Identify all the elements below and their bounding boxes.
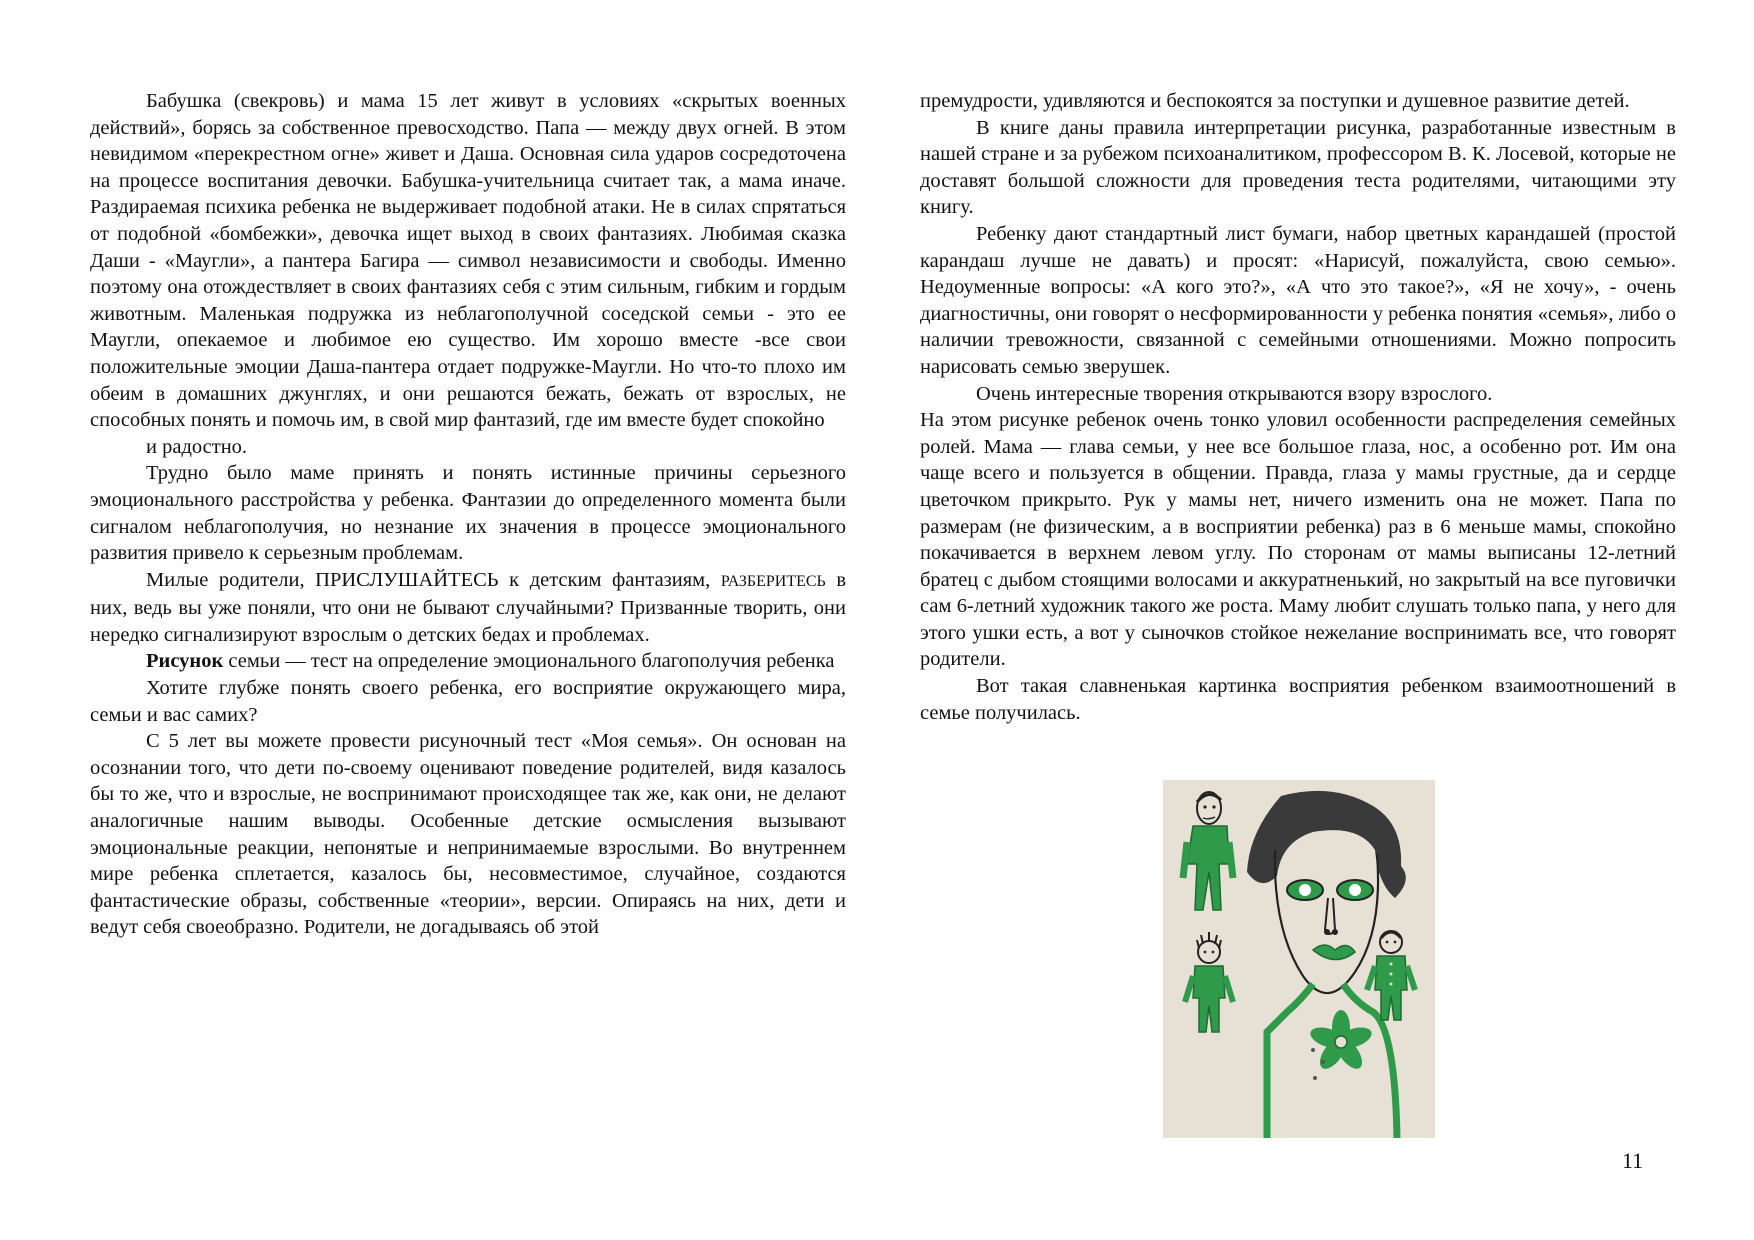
paragraph: В книге даны правила интерпретации рисунка, разработанные известным в нашей стране и за рубежом психоаналитиком, профессором В. К. Лосевой, которые не доставят большой сложности для проведения теста родителями, читающими эту книгу. xyxy=(920,116,1676,219)
paragraph: Ребенку дают стандартный лист бумаги, набор цветных карандашей (простой карандаш лучше не давать) и просят: «Нарисуй, пожалуйста, свою семью». Недоуменные вопросы: «А кого это?», «А что это такое?», «Я не хочу», - очень диагностичны, они говорят о несформированности у ребенка понятия «семья», либо о наличии тревожности, связанной с семейными отношениями. Можно попросить нарисовать семью зверушек. xyxy=(920,222,1676,378)
paragraph: Бабушка (свекровь) и мама 15 лет живут в условиях «скрытых военных действий», борясь за собственное превосходство. Папа — между двух огней. В этом невидимом «перекрестном огне» живет и Даша. Основная сила ударов сосредоточена на процессе воспитания девочки. Бабушка-учительница считает так, а мама иначе. Раздираемая психика ребенка не выдерживает подобной атаки. Не в силах спрятаться от подобной «бомбежки», девочка ищет выход в своих фантазиях. Любимая сказка Даши - «Маугли», а пантера Багира — символ независимости и свободы. Именно поэтому она отождествляет в своих фантазиях себя с этим сильным, гибким и гордым животным. Маленькая подружка из неблагополучной соседской семьи - это ее Маугли, опекаемое и любимое ею существо. Им хорошо вместе -все свои положительные эмоции Даша-пантера отдает подружке-Маугли. Но что-то плохо им обеим в домашних джунглях, и они решаются бежать, бежать от взрослых, не способных понять и помочь им, в свой мир фантазий, где им вместе будет спокойно xyxy=(90,90,846,432)
son-figure-right xyxy=(1367,931,1415,1020)
family-drawing-illustration xyxy=(1163,780,1435,1138)
paragraph: С 5 лет вы можете провести рисуночный тест «Моя семья». Он основан на осознании того, что дети по-своему оценивают поведение родителей, видя казалось бы то же, что и взрослые, не воспринимают происходящее так же, как они, не делают аналогичные нашим выводы. Особенные детские осмысления вызывают эмоциональные реакции, непонятые и непринимаемые взрослыми. Во внутреннем мире ребенка сплетается, казалось бы, несовместимое, случайное, создаются фантастические образы, собственные «теории», версии. Опираясь на них, дети и ведут себя своеобразно. Родители, не догадываясь об этой xyxy=(90,730,846,939)
page-number: 11 xyxy=(1622,1148,1644,1173)
text: в них, ведь вы уже поняли, что они не бывают случайными? Призванные творить, они нередко сигнализируют взрослым о детских бедах и проблемах. xyxy=(90,568,846,646)
right-column xyxy=(920,88,1676,726)
father-figure xyxy=(1183,792,1233,910)
family-drawing-image xyxy=(1163,780,1435,1138)
paragraph: На этом рисунке ребенок очень тонко уловил особенности распределения семейных ролей. Мама — глава семьи, у нее все большое глаза, нос, а особенно рот. Им она чаще всего и пользуется в общении. Правда, глаза у мамы грустные, да и сердце цветочком прикрыто. Рук у мамы нет, ничего изменить она не может. Папа по размерам (не физическим, а в восприятии ребенка) раз в 6 меньше мамы, спокойно покачивается в верхнем левом углу. По сторонам от мамы выписаны 12-летний братец с дыбом стоящими волосами и аккуратненький, но закрытый на все пуговички сам 6-летний художник такого же роста. Маму любит слушать только папа, у него для этого ушки есть, а вот у сыночков стойкое нежелание воспринимать все, что говорят родители. xyxy=(920,409,1676,671)
paragraph: Хотите глубже понять своего ребенка, его восприятие окружающего мира, семьи и вас самих? xyxy=(90,677,846,726)
text: Милые родители, ПРИСЛУШАЙТЕСЬ к детским фантазиям, xyxy=(146,568,711,591)
paragraph xyxy=(90,567,846,649)
paragraph: Очень интересные творения открываются взору взрослого. xyxy=(976,382,1493,405)
son-figure-left xyxy=(1185,932,1233,1032)
left-column xyxy=(90,88,846,941)
section-heading xyxy=(90,648,846,675)
paragraph-continuation: и радостно. xyxy=(146,435,248,458)
paragraph: Вот такая славненькая картинка восприятия ребенком взаимоотношений в семье получилась. xyxy=(920,675,1676,724)
paragraph: Трудно было маме принять и понять истинные причины серьезного эмоционального расстройства у ребенка. Фантазии до определенного момента были сигналом неблагополучия, но незнание их значения в процессе эмоционального развития привело к серьезным проблемам. xyxy=(90,462,846,565)
flower-icon xyxy=(1308,1010,1374,1073)
paragraph: премудрости, удивляются и беспокоятся за поступки и душевное развитие детей. xyxy=(920,90,1630,112)
text-small-caps: РАЗБЕРИТЕСЬ xyxy=(720,572,826,590)
heading-rest: семьи — тест на определение эмоционального благополучия ребенка xyxy=(228,650,835,673)
heading-bold: Рисунок xyxy=(146,650,224,673)
